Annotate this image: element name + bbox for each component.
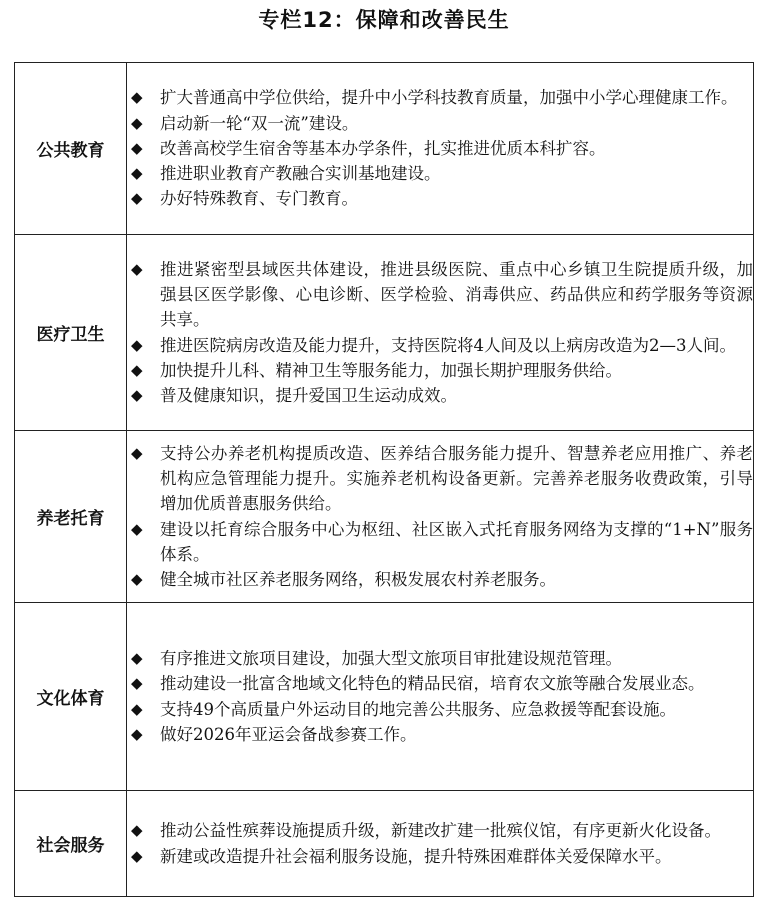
section-row (15, 63, 754, 235)
diamond-bullet-icon: ◆ (131, 821, 143, 840)
section-category: 社会服务 (15, 791, 127, 897)
item-text: 扩大普通高中学位供给，提升中小学科技教育质量，加强中小学心理健康工作。 (160, 88, 738, 108)
section-row (15, 431, 754, 603)
diamond-bullet-icon: ◆ (131, 674, 143, 693)
section-items (127, 791, 754, 897)
item-text: 推进职业教育产教融合实训基地建设。 (160, 164, 441, 184)
list-item (127, 646, 753, 671)
list-item (127, 186, 753, 211)
section-row (15, 603, 754, 791)
list-item (127, 333, 753, 358)
section-items (127, 431, 754, 603)
diamond-bullet-icon: ◆ (131, 519, 143, 538)
section-row (15, 235, 754, 431)
item-text: 新建或改造提升社会福利服务设施，提升特殊困难群体关爱保障水平。 (160, 846, 672, 866)
list-item (127, 257, 753, 333)
list-item (127, 85, 753, 110)
list-item (127, 111, 753, 136)
list-item (127, 517, 753, 567)
item-text: 办好特殊教育、专门教育。 (160, 189, 358, 209)
item-text: 改善高校学生宿舍等基本办学条件，扎实推进优质本科扩容。 (160, 138, 606, 158)
diamond-bullet-icon: ◆ (131, 88, 143, 107)
diamond-bullet-icon: ◆ (131, 138, 143, 157)
diamond-bullet-icon: ◆ (131, 360, 143, 379)
diamond-bullet-icon: ◆ (131, 569, 143, 588)
diamond-bullet-icon: ◆ (131, 724, 143, 743)
item-text: 加快提升儿科、精神卫生等服务能力，加强长期护理服务供给。 (160, 360, 622, 380)
diamond-bullet-icon: ◆ (131, 164, 143, 183)
diamond-bullet-icon: ◆ (131, 113, 143, 132)
item-text: 健全城市社区养老服务网络，积极发展农村养老服务。 (160, 569, 556, 589)
list-item (127, 818, 753, 843)
list-item (127, 161, 753, 186)
list-item (127, 844, 753, 869)
policy-table (14, 62, 754, 897)
diamond-bullet-icon: ◆ (131, 443, 143, 462)
item-text: 推动公益性殡葬设施提质升级，新建改扩建一批殡仪馆，有序更新火化设备。 (160, 821, 721, 841)
item-text: 启动新一轮“双一流”建设。 (160, 113, 359, 133)
item-text: 支持49个高质量户外运动目的地完善公共服务、应急救援等配套设施。 (160, 699, 676, 719)
column-title: 专栏12：保障和改善民生 (258, 8, 510, 32)
diamond-bullet-icon: ◆ (131, 649, 143, 668)
section-category: 医疗卫生 (15, 235, 127, 431)
list-item (127, 671, 753, 696)
section-items (127, 235, 754, 431)
diamond-bullet-icon: ◆ (131, 846, 143, 865)
list-item (127, 136, 753, 161)
diamond-bullet-icon: ◆ (131, 385, 143, 404)
diamond-bullet-icon: ◆ (131, 259, 143, 278)
section-row (15, 791, 754, 897)
list-item (127, 722, 753, 747)
item-text: 建设以托育综合服务中心为枢纽、社区嵌入式托育服务网络为支撑的“1+N”服务体系。 (160, 519, 753, 564)
list-item (127, 697, 753, 722)
list-item (127, 358, 753, 383)
diamond-bullet-icon: ◆ (131, 189, 143, 208)
item-text: 支持公办养老机构提质改造、医养结合服务能力提升、智慧养老应用推广、养老机构应急管理能力提升。实施养老机构设备更新。完善养老服务收费政策，引导增加优质普惠服务供给。 (160, 443, 753, 514)
list-item (127, 567, 753, 592)
list-item (127, 383, 753, 408)
section-items (127, 603, 754, 791)
section-category: 公共教育 (15, 63, 127, 235)
item-text: 推进紧密型县域医共体建设，推进县级医院、重点中心乡镇卫生院提质升级，加强县区医学影像、心电诊断、医学检验、消毒供应、药品供应和药学服务等资源共享。 (160, 259, 753, 330)
item-text: 推进医院病房改造及能力提升，支持医院将4人间及以上病房改造为2—3人间。 (160, 335, 736, 355)
section-items (127, 63, 754, 235)
section-category: 文化体育 (15, 603, 127, 791)
item-text: 有序推进文旅项目建设，加强大型文旅项目审批建设规范管理。 (160, 649, 622, 669)
item-text: 推动建设一批富含地域文化特色的精品民宿，培育农文旅等融合发展业态。 (160, 674, 705, 694)
list-item (127, 441, 753, 517)
diamond-bullet-icon: ◆ (131, 699, 143, 718)
item-text: 做好2026年亚运会备战参赛工作。 (160, 724, 417, 744)
section-category: 养老托育 (15, 431, 127, 603)
item-text: 普及健康知识，提升爱国卫生运动成效。 (160, 385, 457, 405)
diamond-bullet-icon: ◆ (131, 335, 143, 354)
